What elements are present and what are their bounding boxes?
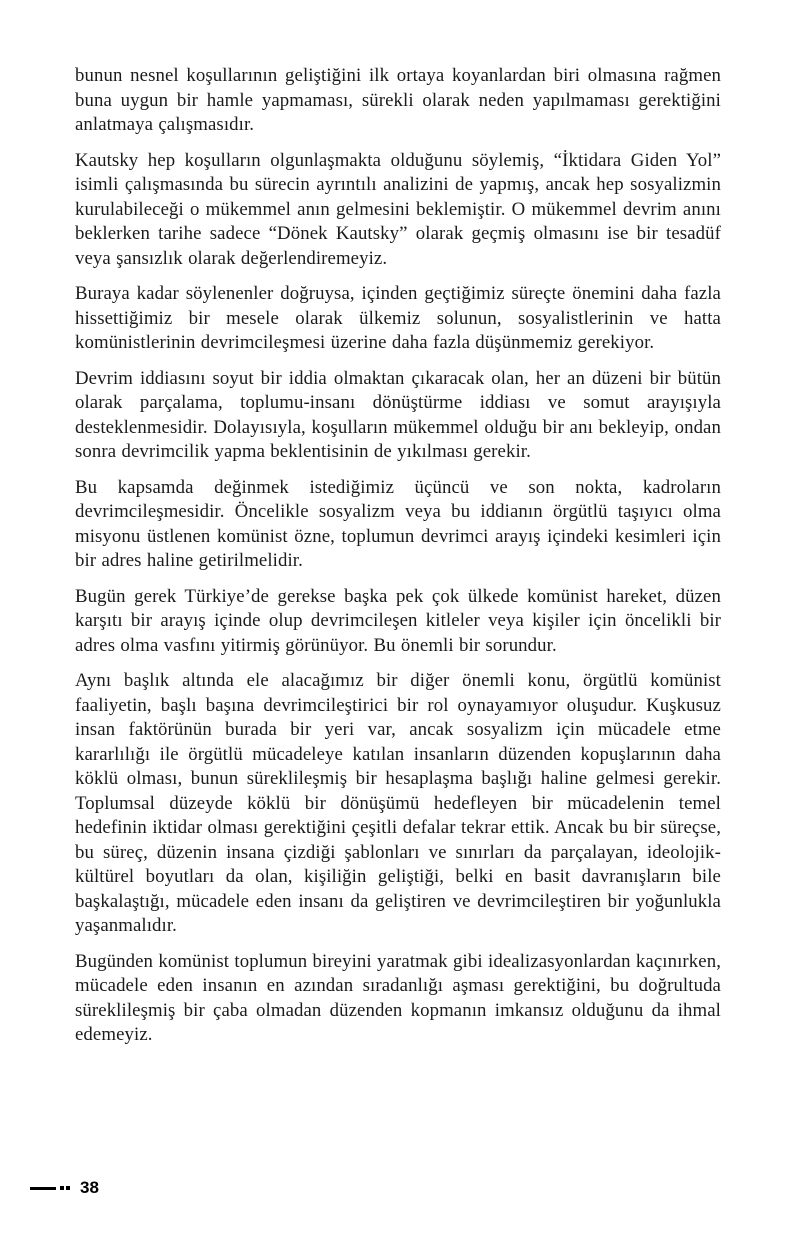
page-number: 38 <box>80 1178 99 1197</box>
paragraph: Aynı başlık altında ele alacağımız bir diğer önemli konu, örgütlü komünist faaliyetin, başlı başına devrimcileştirici bir rol oynayamıyor oluşudur. Kuşkusuz insan faktörünün burada bir yeri var, ancak sosyalizm için mücadele etme kararlılığı ile örgütlü mücadeleye katılan insanların düzenden kopuşlarının daha köklü olması, bunun süreklileşmiş bir hesaplaşma başlığı haline gelmesi gerekir. Toplumsal düzeyde köklü bir dönüşümü hedefleyen bir mücadelenin temel hedefinin iktidar olması gerektiğini çeşitli defalar tekrar ettik. Ancak bu bir süreçse, bu süreç, düzenin insana çizdiği şablonları ve sınırları da parçalayan, ideolojik-kültürel boyutları da olan, kişiliğin geliştiği, belki en basit davranışların bile başkalaştığı, mücadele eden insanı da geliştiren ve devrimcileştiren bir yoğunlukla yaşanmalıdır. <box>75 670 721 936</box>
paragraph: Bugün gerek Türkiye’de gerekse başka pek çok ülkede komünist hareket, düzen karşıtı bir arayış içinde olup devrimcileşen kitleler veya kişiler için öncelikli bir adres olma vasfını yitirmiş görünüyor. Bu önemli bir sorundur. <box>75 585 721 656</box>
footer-rule <box>30 1187 56 1190</box>
paragraph: bunun nesnel koşullarının geliştiğini ilk ortaya koyanlardan biri olmasına rağmen buna uygun bir hamle yapmaması, sürekli olarak neden yapılmaması gerektiğini anlatmaya çalışmasıdır. <box>75 65 721 135</box>
paragraph: Bu kapsamda değinmek istediğimiz üçüncü ve son nokta, kadroların devrimcileşmesidir. Öncelikle sosyalizm veya bu iddianın örgütlü taşıyıcı olma misyonu üstlenen komünist özne, toplumun devrimci arayış içindeki kesimleri için bir adres haline getirilmelidir. <box>75 476 721 571</box>
paragraph: Bugünden komünist toplumun bireyini yaratmak gibi idealizasyonlardan kaçınırken, mücadele eden insanın en azından sıradanlığı aşması gerektiğini, bu doğrultuda süreklileşmiş bir çaba olmadan düzenden kopmanın imkansız olduğunu da ihmal edemeyiz. <box>75 950 721 1045</box>
page-text <box>75 64 721 1059</box>
footer-dots-icon <box>60 1186 70 1190</box>
paragraph: Buraya kadar söylenenler doğruysa, içinden geçtiğimiz süreçte önemini daha fazla hissettiğimiz bir mesele olarak ülkemiz solunun, sosyalistlerinin ve hatta komünistlerinin devrimcileşmesi üzerine daha fazla düşünmemiz gerekiyor. <box>75 283 721 353</box>
paragraph: Devrim iddiasını soyut bir iddia olmaktan çıkaracak olan, her an düzeni bir bütün olarak parçalama, toplumu-insanı dönüştürme iddiası ve somut arayışıyla desteklenmesidir. Dolayısıyla, koşulların mükemmel olduğu bir anı bekleyip, ondan sonra devrimcilik yapma beklentisinin de yıkılması gerekir. <box>75 367 721 462</box>
page-footer <box>30 1179 99 1197</box>
paragraph: Kautsky hep koşulların olgunlaşmakta olduğunu söylemiş, “İktidara Giden Yol” isimli çalışmasında bu sürecin ayrıntılı analizini de yapmış, ancak hep sosyalizmin kurulabileceği o mükemmel anın gelmesini beklemiştir. O mükemmel devrim anını beklerken tarihe sadece “Dönek Kautsky” olarak geçmiş olmasını ise bir tesadüf veya şansızlık olarak değerlendiremeyiz. <box>75 149 721 269</box>
